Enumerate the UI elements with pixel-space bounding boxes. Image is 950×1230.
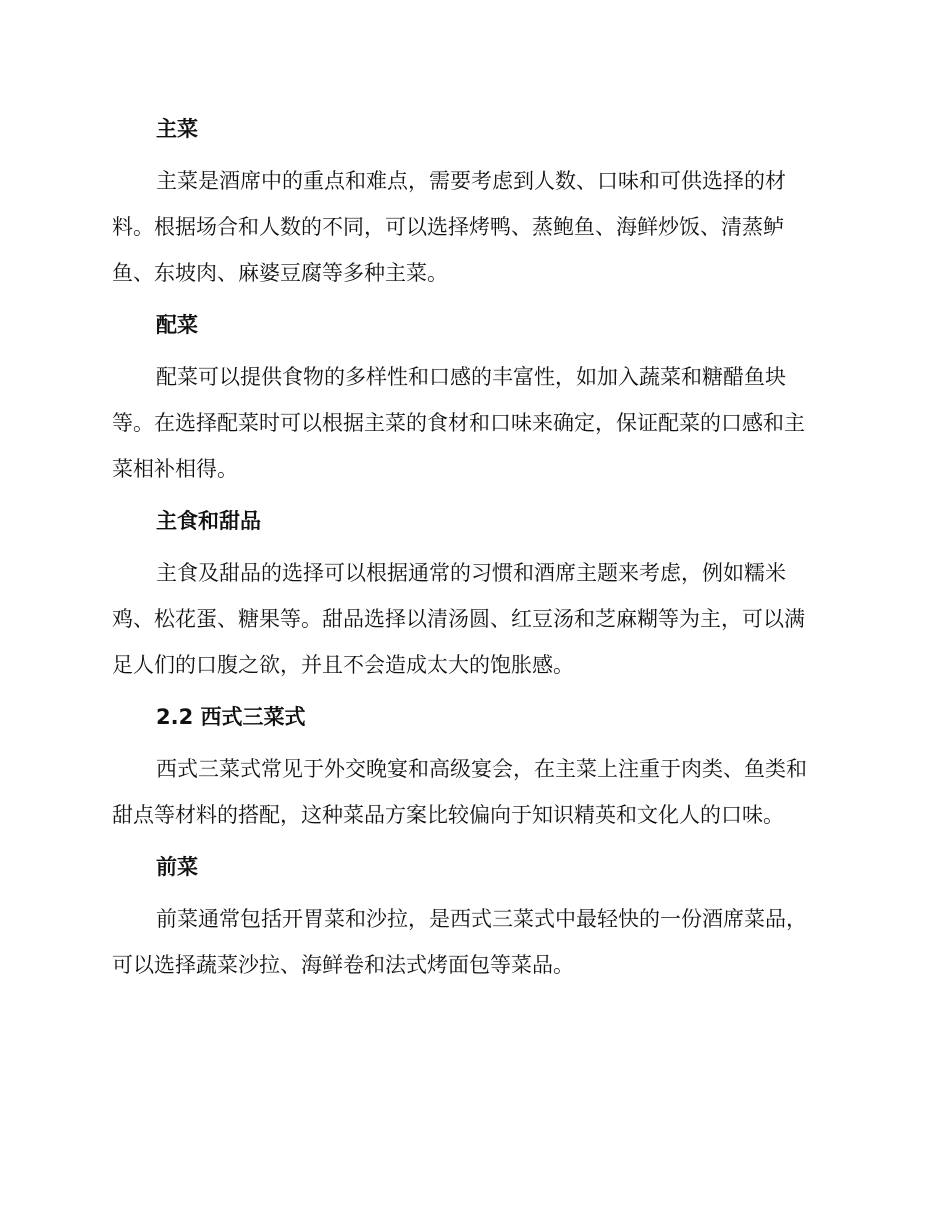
section-heading-main-dish: 主菜 <box>156 117 198 141</box>
paragraph-line: 甜点等材料的搭配，这种菜品方案比较偏向于知识精英和文化人的口味。 <box>112 803 784 827</box>
section-heading-staple-dessert: 主食和甜品 <box>156 509 261 533</box>
paragraph-line: 鱼、东坡肉、麻婆豆腐等多种主菜。 <box>112 261 448 285</box>
paragraph-line: 西式三菜式常见于外交晚宴和高级宴会，在主菜上注重于肉类、鱼类和 <box>156 757 807 781</box>
paragraph-line: 等。在选择配菜时可以根据主菜的食材和口味来确定，保证配菜的口感和主 <box>112 411 805 435</box>
paragraph-appetizer <box>112 896 832 988</box>
paragraph-western-three-course <box>112 746 832 838</box>
document-page <box>112 110 832 998</box>
paragraph-line: 主食及甜品的选择可以根据通常的习惯和酒席主题来考虑，例如糯米 <box>156 561 786 585</box>
paragraph-line: 配菜可以提供食物的多样性和口感的丰富性，如加入蔬菜和糖醋鱼块 <box>156 365 786 389</box>
section-heading-western-three-course: 2.2 西式三菜式 <box>156 705 306 729</box>
paragraph-side-dish <box>112 354 832 492</box>
paragraph-staple-dessert <box>112 550 832 688</box>
paragraph-line: 菜相补相得。 <box>112 457 238 481</box>
paragraph-main-dish <box>112 158 832 296</box>
paragraph-line: 可以选择蔬菜沙拉、海鲜卷和法式烤面包等菜品。 <box>112 953 574 977</box>
paragraph-line: 鸡、松花蛋、糖果等。甜品选择以清汤圆、红豆汤和芝麻糊等为主，可以满 <box>112 607 805 631</box>
paragraph-line: 主菜是酒席中的重点和难点，需要考虑到人数、口味和可供选择的材 <box>156 169 786 193</box>
section-heading-side-dish: 配菜 <box>156 313 198 337</box>
paragraph-line: 料。根据场合和人数的不同，可以选择烤鸭、蒸鲍鱼、海鲜炒饭、清蒸鲈 <box>112 215 784 239</box>
section-heading-appetizer: 前菜 <box>156 855 198 879</box>
paragraph-line: 足人们的口腹之欲，并且不会造成太大的饱胀感。 <box>112 653 574 677</box>
paragraph-line: 前菜通常包括开胃菜和沙拉，是西式三菜式中最轻快的一份酒席菜品， <box>156 907 807 931</box>
